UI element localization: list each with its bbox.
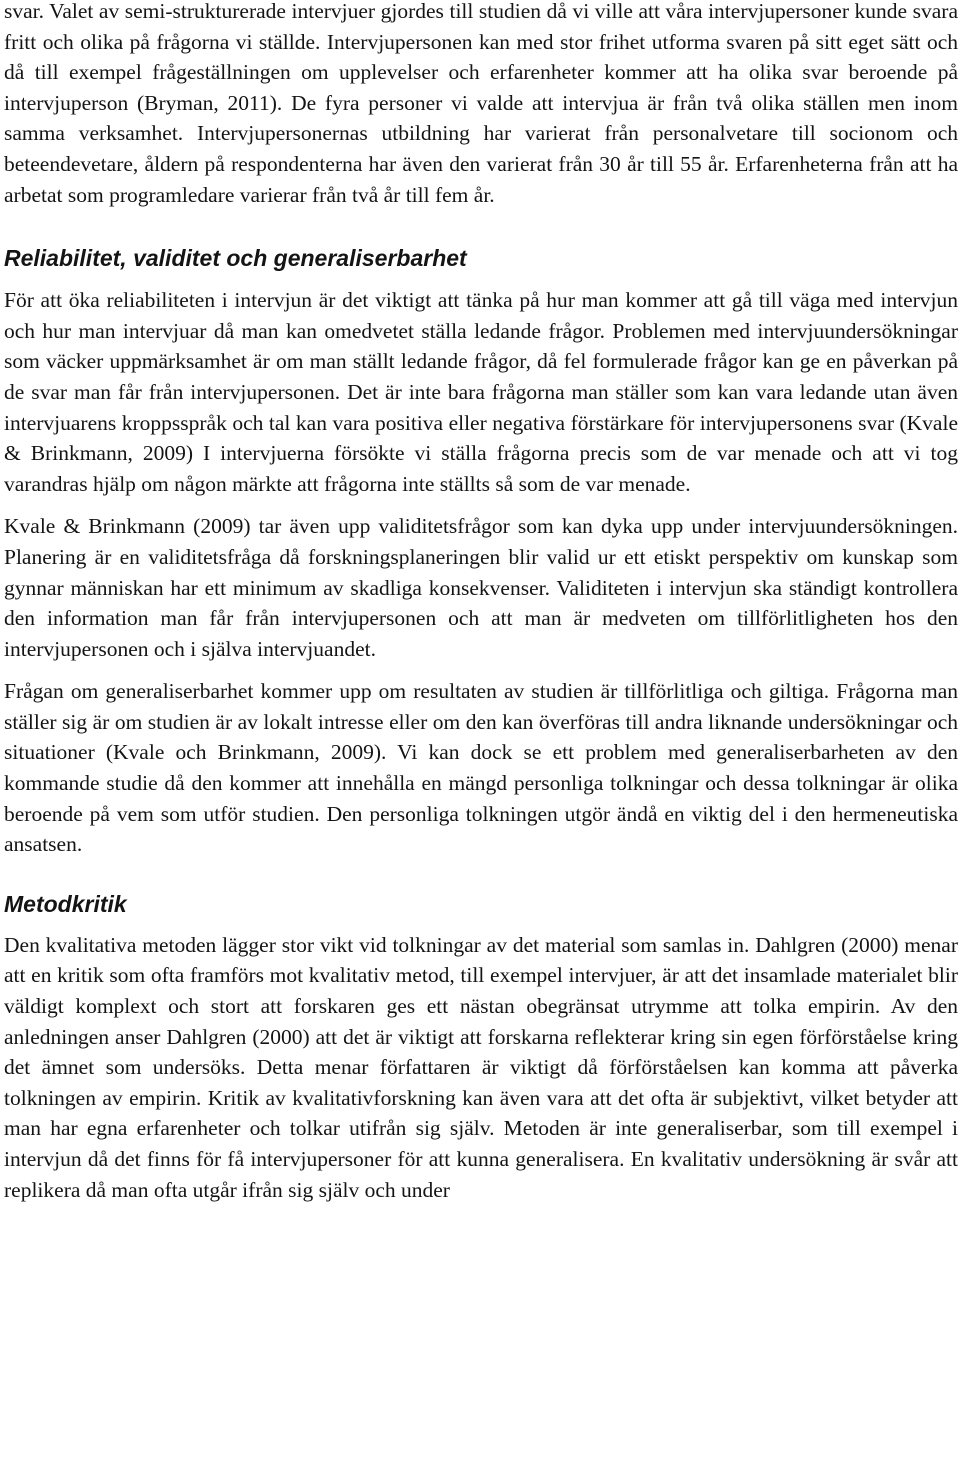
- section-heading-reliability: Reliabilitet, validitet och generaliserbarhet: [4, 245, 467, 272]
- method-critique-paragraph: Den kvalitativa metoden lägger stor vikt vid tolkningar av det material som samlas in. Dahlgren (2000) menar att en kritik som ofta framförs mot kvalitativ metod, till exempel intervjuer, är att det insamlade materialet blir väldigt komplext och stort att forskaren ges ett nästan obegränsat utrymme att tolka empirin. Av den anledningen anser Dahlgren (2000) att det är viktigt att forskarna reflekterar kring sin egen förförståelse kring det ämnet som undersöks. Detta menar författaren är viktigt då förförståelsen kan komma att påverka tolkningen av empirin. Kritik av kvalitativforskning kan även vara att det ofta är subjektivt, vilket betyder att man har egna erfarenheter och tolkar utifrån sig själv. Metoden är inte generaliserbar, som till exempel i intervjun då det finns för få intervjupersoner för att kunna generalisera. En kvalitativ undersökning är svår att replikera då man ofta utgår ifrån sig själv och under: [4, 932, 958, 1202]
- section-heading-method-critique: Metodkritik: [4, 890, 127, 917]
- intro-paragraph: svar. Valet av semi-strukturerade intervjuer gjordes till studien då vi ville att våra intervjupersoner kunde svara fritt och olika på frågorna vi ställde. Intervjupersonen kan med stor frihet utforma svaren på sitt eget sätt och då till exempel frågeställningen om upplevelser och erfarenheter kommer att ha olika svar beroende på intervjuperson (Bryman, 2011). De fyra personer vi valde att intervjua är från två olika ställen men inom samma verksamhet. Intervjupersonernas utbildning har varierat från personalvetare till socionom och beteendevetare, åldern på respondenterna har även den varierat från 30 år till 55 år. Erfarenheterna från att ha arbetat som programledare varierar från två år till fem år.: [4, 0, 958, 207]
- generalizability-paragraph: Frågan om generaliserbarhet kommer upp om resultaten av studien är tillförlitliga och giltiga. Frågorna man ställer sig är om studien är av lokalt intresse eller om den kan överföras till andra liknande undersökningar och situationer (Kvale och Brinkmann, 2009). Vi kan dock se ett problem med generaliserbarheten av den kommande studie då den kommer att innehålla en mängd personliga tolkningar och dessa tolkningar är olika beroende på vem som utför studien. Den personliga tolkningen utgör ändå en viktig del i den hermeneutiska ansatsen.: [4, 679, 958, 857]
- reliability-paragraph: För att öka reliabiliteten i intervjun är det viktigt att tänka på hur man kommer att gå till väga med intervjun och hur man intervjuar då man kan omedvetet ställa ledande frågor. Problemen med intervjuundersökningar som väcker uppmärksamhet är om man ställt ledande frågor, då fel formulerade frågor kan ge en påverkan på de svar man får från intervjupersonen. Det är inte bara frågorna man ställer som kan vara ledande utan även intervjuarens kroppsspråk och tal kan vara positiva eller negativa förstärkare för intervjupersonens svar (Kvale & Brinkmann, 2009) I intervjuerna försökte vi ställa frågorna precis som de var menade och att vi tog varandras hjälp om någon märkte att frågorna inte ställts så som de var menade.: [4, 288, 958, 496]
- validity-paragraph: Kvale & Brinkmann (2009) tar även upp validitetsfrågor som kan dyka upp under intervjuundersökningen. Planering är en validitetsfråga då forskningsplaneringen blir valid ur ett etiskt perspektiv om kunskap som gynnar människan har ett minimum av skadliga konsekvenser. Validiteten i intervjun ska ständigt kontrollera den information man får från intervjupersonen och att man är medveten om tillförlitligheten hos den intervjupersonen och i själva intervjuandet.: [4, 514, 958, 661]
